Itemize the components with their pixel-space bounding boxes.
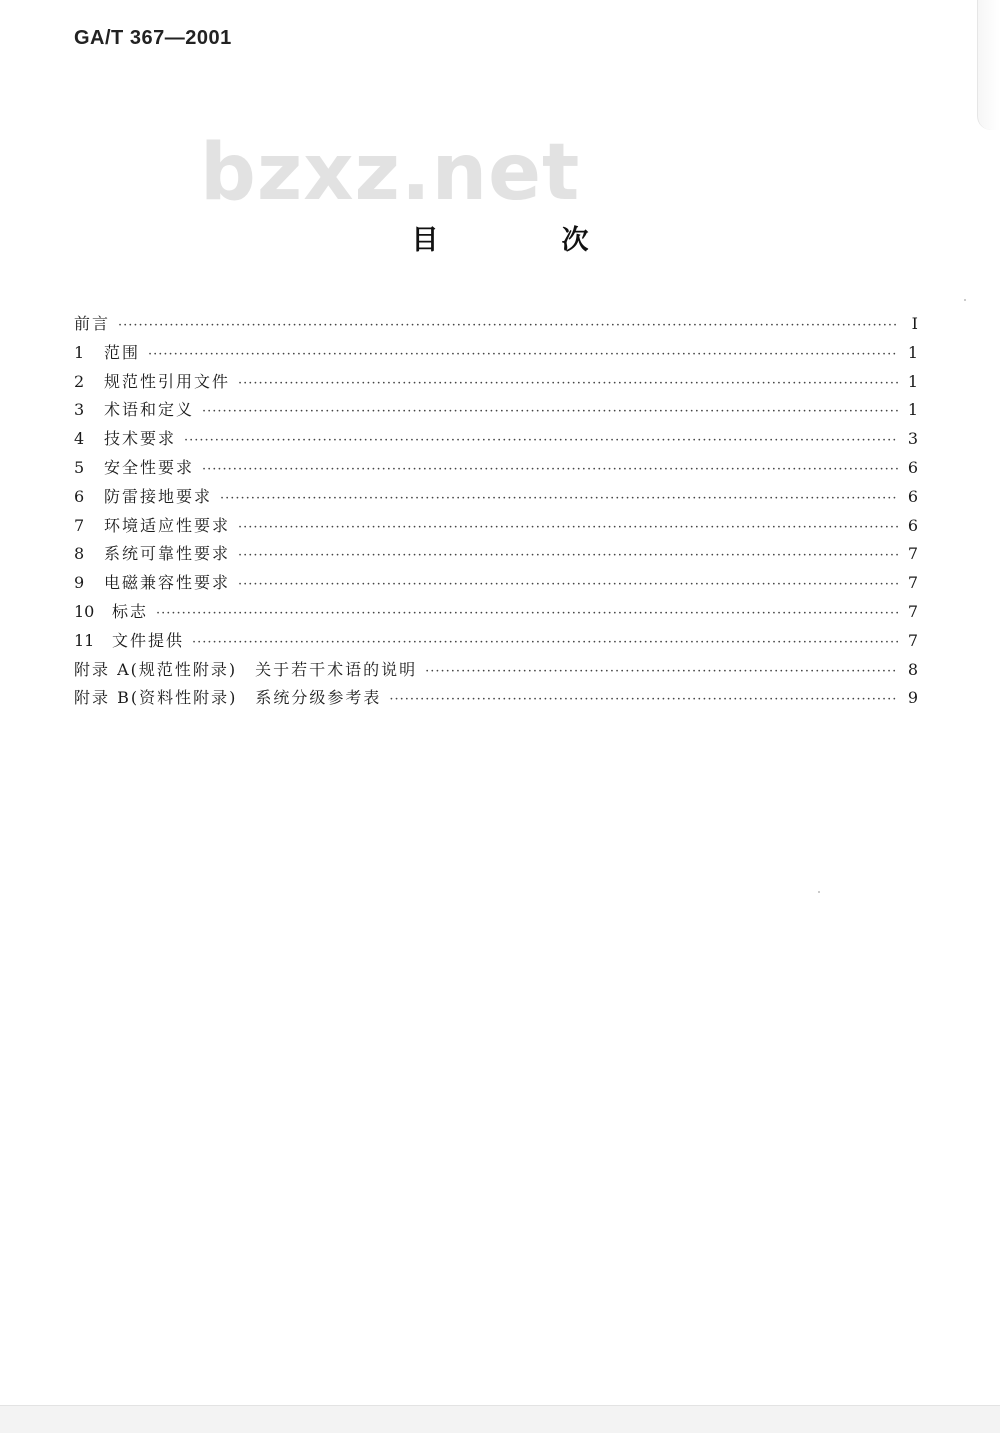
toc-entry-page: I	[911, 314, 918, 333]
toc-entry-appendix-b[interactable]	[74, 685, 918, 714]
toc-entry-page: 7	[907, 601, 918, 621]
dot-leader	[184, 433, 898, 448]
toc-entry-number: 3	[74, 400, 85, 420]
toc-entry-page: 6	[907, 457, 918, 477]
page-edge-shadow	[977, 0, 1000, 130]
toc-entry-label: 防雷接地要求	[104, 486, 213, 506]
toc-entry-normative-references[interactable]	[74, 369, 918, 398]
toc-entry-documents[interactable]	[74, 628, 918, 657]
page-bottom-edge	[0, 1405, 1000, 1433]
toc-entry-label: 术语和定义	[104, 400, 195, 420]
dot-leader	[425, 664, 898, 679]
toc-entry-page: 9	[907, 688, 918, 708]
toc-entry-page: 3	[907, 429, 918, 449]
toc-entry-number: 6	[74, 486, 85, 506]
dot-leader	[238, 548, 898, 563]
toc-entry-label: 前言	[74, 314, 111, 333]
toc-entry-number: 8	[74, 544, 85, 564]
dot-leader	[238, 376, 898, 391]
toc-entry-terms-definitions[interactable]	[74, 397, 918, 426]
dot-leader	[220, 491, 898, 506]
dot-leader	[118, 318, 898, 333]
toc-entry-label: 技术要求	[104, 429, 177, 449]
scan-speck	[964, 299, 966, 301]
toc-entry-page: 7	[907, 573, 918, 593]
table-of-contents	[74, 311, 918, 714]
toc-entry-label: 环境适应性要求	[104, 515, 231, 535]
toc-entry-technical-requirements[interactable]	[74, 426, 918, 455]
toc-entry-number: 9	[74, 573, 85, 593]
toc-entry-number: 10	[74, 601, 95, 621]
toc-entry-page: 6	[907, 486, 918, 506]
toc-entry-number: 2	[74, 371, 85, 391]
dot-leader	[156, 606, 898, 621]
toc-entry-number: 5	[74, 457, 85, 477]
toc-entry-label: 电磁兼容性要求	[104, 573, 231, 593]
dot-leader	[148, 347, 898, 362]
dot-leader	[389, 692, 898, 707]
toc-entry-page: 7	[907, 544, 918, 564]
toc-title: 目 次	[411, 225, 637, 256]
toc-entry-marking[interactable]	[74, 599, 918, 628]
toc-entry-appendix-a[interactable]	[74, 657, 918, 686]
toc-entry-label: 文件提供	[112, 630, 185, 650]
toc-entry-label: 安全性要求	[104, 457, 195, 477]
toc-entry-label: 规范性引用文件	[104, 371, 231, 391]
toc-entry-page: 6	[907, 515, 918, 535]
toc-entry-number: 4	[74, 429, 85, 449]
toc-entry-page: 1	[907, 342, 918, 362]
toc-entry-emc[interactable]	[74, 570, 918, 599]
dot-leader	[238, 520, 898, 535]
dot-leader	[202, 404, 898, 419]
toc-entry-label: 系统可靠性要求	[104, 544, 231, 564]
dot-leader	[238, 577, 898, 592]
toc-entry-safety-requirements[interactable]	[74, 455, 918, 484]
toc-entry-number: 1	[74, 342, 85, 362]
toc-entry-scope[interactable]	[74, 340, 918, 369]
toc-entry-page: 1	[907, 371, 918, 391]
toc-entry-label: 附录 A(规范性附录) 关于若干术语的说明	[74, 659, 418, 679]
toc-entry-label: 附录 B(资料性附录) 系统分级参考表	[74, 688, 382, 708]
dot-leader	[192, 635, 898, 650]
toc-entry-page: 8	[907, 659, 918, 679]
toc-entry-page: 7	[907, 630, 918, 650]
toc-entry-page: 1	[907, 400, 918, 420]
toc-entry-label: 范围	[104, 342, 141, 362]
toc-entry-label: 标志	[112, 601, 149, 621]
toc-entry-foreword[interactable]	[74, 311, 918, 340]
toc-entry-reliability[interactable]	[74, 541, 918, 570]
toc-entry-environmental[interactable]	[74, 513, 918, 542]
toc-entry-number: 7	[74, 515, 85, 535]
watermark: bzxz.net	[200, 128, 581, 218]
standard-number: GA/T 367—2001	[74, 27, 232, 49]
scan-speck	[818, 891, 820, 893]
toc-entry-lightning-grounding[interactable]	[74, 484, 918, 513]
dot-leader	[202, 462, 898, 477]
toc-entry-number: 11	[74, 630, 95, 650]
